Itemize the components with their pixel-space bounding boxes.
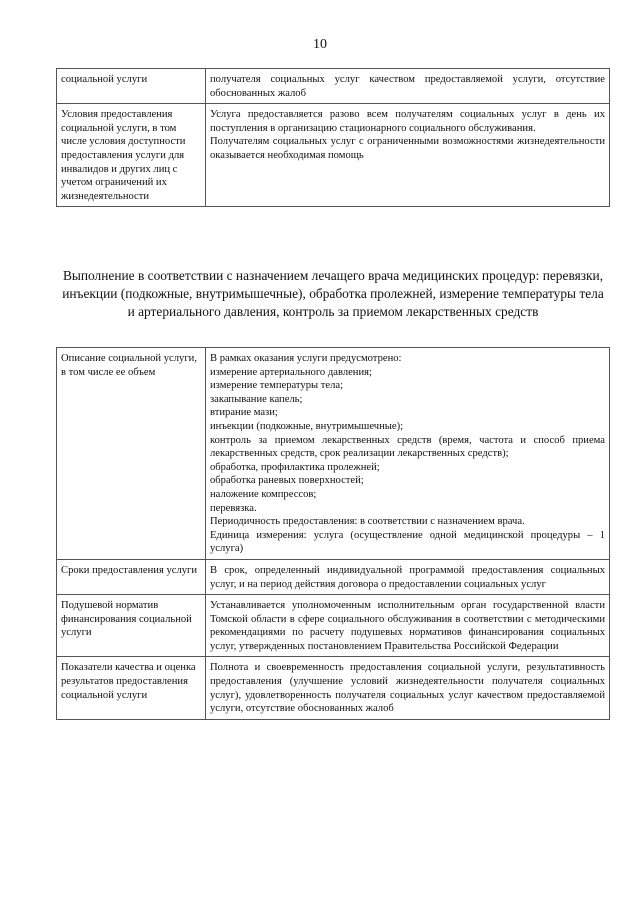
row-content — [206, 559, 610, 594]
row-label: Условия предоставления социальной услуги, в том числе условия доступности предоставления услуги для инвалидов и других лиц с учетом ограничений их жизнедеятельности — [57, 104, 206, 207]
row-content — [206, 104, 610, 207]
row-content — [206, 348, 610, 560]
content-paragraph: закапывание капель; — [210, 393, 303, 405]
table-row — [57, 104, 610, 207]
table-row — [57, 559, 610, 594]
content-paragraph: наложение компрессов; — [210, 488, 317, 500]
content-paragraph: инъекции (подкожные, внутримышечные); — [210, 420, 404, 432]
content-paragraph: Получателям социальных услуг с ограниченными возможностями жизнедеятельности оказывается необходимая помощь — [210, 136, 605, 161]
medical-procedures-table — [56, 347, 610, 720]
content-paragraph: перевязка. — [210, 502, 257, 514]
content-paragraph: Полнота и своевременность предоставления социальной услуги, результативность предоставления (улучшение условий жизнедеятельности получателя социальных услуг), удовлетворенность получателя социальных услуг качеством предоставляемой услуги, отсутствие обоснованных жалоб — [210, 662, 605, 715]
section-heading: Выполнение в соответствии с назначением лечащего врача медицинских процедур: перевязки, инъекции (подкожные, внутримышечные), обработка пролежней, измерение температуры тела и артериального давления, контроль за приемом лекарственных средств — [62, 268, 604, 319]
table-row — [57, 348, 610, 560]
content-paragraph: измерение температуры тела; — [210, 380, 344, 392]
content-paragraph: Периодичность предоставления: в соответствии с назначением врача. — [210, 516, 525, 528]
content-paragraph: втирание мази; — [210, 407, 278, 419]
table-row — [57, 595, 610, 657]
content-paragraph: В рамках оказания услуги предусмотрено: — [210, 353, 402, 364]
row-label: Описание социальной услуги, в том числе ее объем — [57, 348, 206, 560]
content-paragraph: Единица измерения: услуга (осуществление одной медицинской процедуры – 1 услуга) — [210, 529, 605, 555]
content-paragraph: Устанавливается уполномоченным исполнительным орган государственной власти Томской области в сфере социального обслуживания в соответствии с методическими рекомендациями по расчету подушевых нормативов финансирования социальных услуг, утвержденных постановлением Правительства Российской Федерации — [210, 600, 605, 652]
page-number: 10 — [313, 37, 327, 52]
content-paragraph: получателя социальных услуг качеством предоставляемой услуги, отсутствие обоснованных жалоб — [210, 74, 605, 99]
continued-service-table — [56, 68, 610, 207]
content-paragraph: обработка раневых поверхностей; — [210, 475, 364, 487]
content-paragraph: Услуга предоставляется разово всем получателям социальных услуг в день их поступления в организацию стационарного социального обслуживания. — [210, 109, 605, 134]
content-paragraph: измерение артериального давления; — [210, 366, 372, 378]
row-content — [206, 595, 610, 657]
row-label: Сроки предоставления услуги — [57, 559, 206, 594]
content-paragraph: В срок, определенный индивидуальной программой предоставления социальных услуг, и на период действия договора о предоставлении социальных услуг — [210, 564, 605, 590]
row-label: Показатели качества и оценка результатов предоставления социальной услуги — [57, 657, 206, 719]
row-label: Подушевой норматив финансирования социальной услуги — [57, 595, 206, 657]
content-paragraph: контроль за приемом лекарственных средств (время, частота и способ приема лекарственных средств, срок реализации лекарственных средств); — [210, 434, 605, 460]
table-row — [57, 69, 610, 104]
table-row — [57, 657, 610, 719]
row-label: социальной услуги — [57, 69, 206, 104]
row-content — [206, 69, 610, 104]
content-paragraph: обработка, профилактика пролежней; — [210, 461, 380, 473]
row-content — [206, 657, 610, 719]
